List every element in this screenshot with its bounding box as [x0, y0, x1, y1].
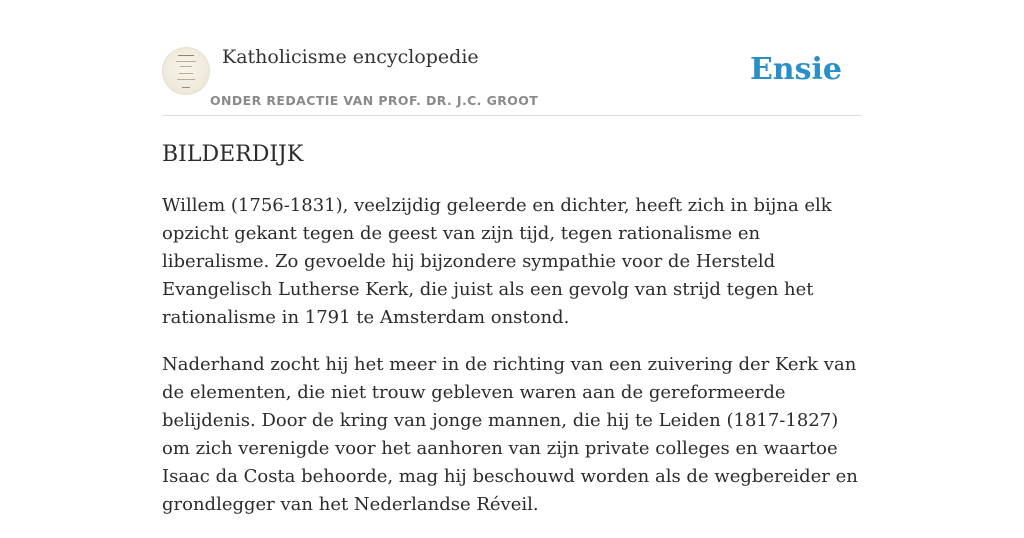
site-header	[162, 0, 862, 116]
article-paragraph: Willem (1756-1831), veelzijdig geleerde en dichter, heeft zich in bijna elk opzicht gekant tegen de geest van zijn tijd, tegen rationalisme en liberalisme. Zo gevoelde hij bijzondere sympathie voor de Hersteld Evangelisch Lutherse Kerk, die juist als een gevolg van strijd tegen het rationalisme in 1791 te Amsterdam onstond.	[162, 195, 832, 328]
entry-title: BILDERDIJK	[162, 142, 304, 167]
article-paragraph: Naderhand zocht hij het meer in de richting van een zuivering der Kerk van de elementen, die niet trouw gebleven waren aan de gereformeerde belijdenis. Door de kring van jonge mannen, die hij te Leiden (1817-1827) om zich verenigde voor het aanhoren van zijn private colleges en waartoe Isaac da Costa behoorde, mag hij beschouwd worden als de wegbereider en grondlegger van het Nederlandse Réveil.	[162, 354, 858, 515]
article-body	[162, 192, 862, 538]
brand-logo[interactable]: Ensie	[749, 52, 842, 87]
site-title[interactable]: Katholicisme encyclopedie	[222, 46, 479, 68]
book-cover-icon[interactable]	[162, 47, 210, 95]
site-subtitle: ONDER REDACTIE VAN PROF. DR. J.C. GROOT	[210, 93, 539, 108]
page-container	[162, 0, 862, 515]
